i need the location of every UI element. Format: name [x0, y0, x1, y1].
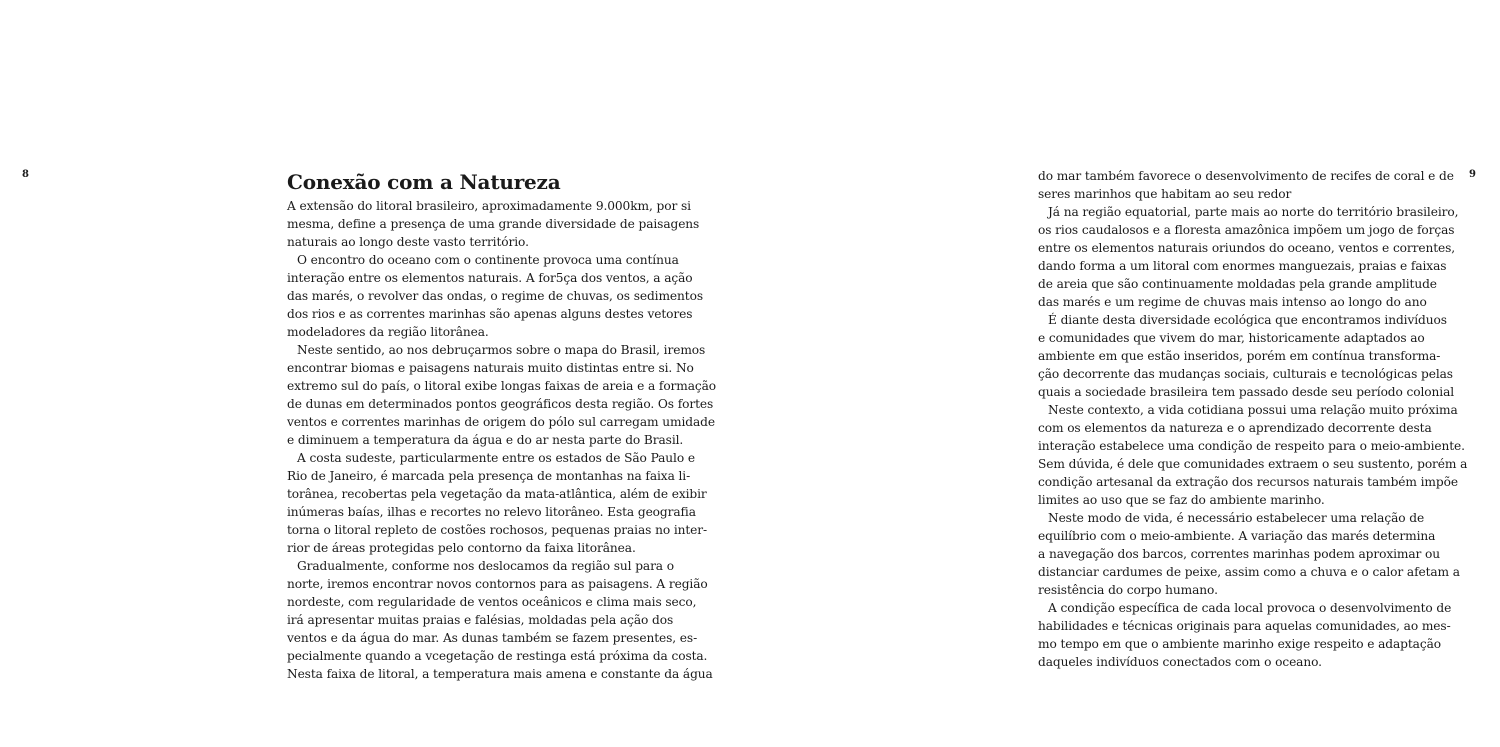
- text-line: O encontro do oceano com o continente provoca uma contínua: [297, 253, 679, 267]
- text-line: rior de áreas protegidas pelo contorno da faixa litorânea.: [287, 541, 636, 555]
- text-line: ventos e correntes marinhas de origem do pólo sul carregam umidade: [287, 415, 715, 429]
- text-line: ventos e da água do mar. As dunas também se fazem presentes, es-: [287, 631, 698, 645]
- right-page-column: [1038, 167, 1468, 671]
- text-line: ambiente em que estão inseridos, porém em contínua transforma-: [1038, 349, 1441, 363]
- text-line: encontrar biomas e paisagens naturais muito distintas entre si. No: [287, 361, 694, 375]
- paragraph: [1038, 167, 1454, 203]
- text-line: mo tempo em que o ambiente marinho exige respeito e adaptação: [1038, 637, 1441, 651]
- text-line: dos rios e as correntes marinhas são apenas alguns destes vetores: [287, 307, 693, 321]
- paragraph: [287, 557, 713, 683]
- text-line: naturais ao longo deste vasto território.: [287, 235, 529, 249]
- right-page-body: [1038, 167, 1468, 671]
- text-line: os rios caudalosos e a floresta amazônica impõem um jogo de forças: [1038, 223, 1455, 237]
- text-line: mesma, define a presença de uma grande diversidade de paisagens: [287, 217, 700, 231]
- page-number-left: 8: [22, 169, 29, 180]
- text-line: dando forma a um litoral com enormes manguezais, praias e faixas: [1038, 259, 1447, 273]
- text-line: seres marinhos que habitam ao seu redor: [1038, 187, 1292, 201]
- text-line: e diminuem a temperatura da água e do ar nesta parte do Brasil.: [287, 433, 684, 447]
- text-line: resistência do corpo humano.: [1038, 583, 1218, 597]
- text-line: Gradualmente, conforme nos deslocamos da região sul para o: [297, 559, 674, 573]
- text-line: nordeste, com regularidade de ventos oceânicos e clima mais seco,: [287, 595, 697, 609]
- text-line: limites ao uso que se faz do ambiente marinho.: [1038, 493, 1325, 507]
- text-line: de dunas em determinados pontos geográficos desta região. Os fortes: [287, 397, 714, 411]
- text-line: de areia que são continuamente moldadas pela grande amplitude: [1038, 277, 1437, 291]
- text-line: Neste contexto, a vida cotidiana possui uma relação muito próxima: [1048, 403, 1458, 417]
- text-line: inúmeras baías, ilhas e recortes no relevo litorâneo. Esta geografia: [287, 505, 696, 519]
- page-title: Conexão com a Natureza: [287, 170, 561, 194]
- text-line: pecialmente quando a vcegetação de restinga está próxima da costa.: [287, 649, 708, 663]
- text-line: com os elementos da natureza e o aprendizado decorrente desta: [1038, 421, 1432, 435]
- paragraph: [1038, 599, 1452, 671]
- paragraph: [287, 197, 700, 251]
- text-line: torânea, recobertas pela vegetação da mata-atlântica, além de exibir: [287, 487, 707, 501]
- text-line: daqueles indivíduos conectados com o oceano.: [1038, 655, 1322, 669]
- text-line: das marés e um regime de chuvas mais intenso ao longo do ano: [1038, 295, 1427, 309]
- text-line: A extensão do litoral brasileiro, aproximadamente 9.000km, por si: [287, 199, 691, 213]
- left-page-column: [287, 167, 717, 683]
- text-line: Neste modo de vida, é necessário estabelecer uma relação de: [1048, 511, 1425, 525]
- text-line: habilidades e técnicas originais para aquelas comunidades, ao mes-: [1038, 619, 1451, 633]
- text-line: Neste sentido, ao nos debruçarmos sobre o mapa do Brasil, iremos: [297, 343, 706, 357]
- text-line: do mar também favorece o desenvolvimento de recifes de coral e de: [1038, 169, 1454, 183]
- left-page-body: [287, 197, 717, 683]
- text-line: interação estabelece uma condição de respeito para o meio-ambiente.: [1038, 439, 1465, 453]
- text-line: Já na região equatorial, parte mais ao norte do território brasileiro,: [1048, 205, 1459, 219]
- text-line: entre os elementos naturais oriundos do oceano, ventos e correntes,: [1038, 241, 1456, 255]
- text-line: e comunidades que vivem do mar, historicamente adaptados ao: [1038, 331, 1425, 345]
- text-line: Nesta faixa de litoral, a temperatura mais amena e constante da água: [287, 667, 713, 681]
- paragraph: [287, 449, 708, 557]
- text-line: ção decorrente das mudanças sociais, culturais e tecnológicas pelas: [1038, 367, 1453, 381]
- text-line: extremo sul do país, o litoral exibe longas faixas de areia e a formação: [287, 379, 717, 393]
- text-line: condição artesanal da extração dos recursos naturais também impõe: [1038, 475, 1458, 489]
- text-line: a navegação dos barcos, correntes marinhas podem aproximar ou: [1038, 547, 1441, 561]
- text-line: É diante desta diversidade ecológica que encontramos indivíduos: [1048, 313, 1447, 327]
- text-line: norte, iremos encontrar novos contornos para as paisagens. A região: [287, 577, 708, 591]
- text-line: distanciar cardumes de peixe, assim como a chuva e o calor afetam a: [1038, 565, 1460, 579]
- text-line: equilíbrio com o meio-ambiente. A variação das marés determina: [1038, 529, 1436, 543]
- text-line: torna o litoral repleto de costões rochosos, pequenas praias no inter-: [287, 523, 708, 537]
- paragraph: [1038, 509, 1460, 599]
- text-line: A costa sudeste, particularmente entre os estados de São Paulo e: [297, 451, 695, 465]
- text-line: A condição específica de cada local provoca o desenvolvimento de: [1048, 601, 1452, 615]
- text-line: Rio de Janeiro, é marcada pela presença de montanhas na faixa li-: [287, 469, 691, 483]
- text-line: interação entre os elementos naturais. A for5ça dos ventos, a ação: [287, 271, 693, 285]
- paragraph: [287, 251, 703, 341]
- paragraph: [287, 341, 717, 449]
- text-line: das marés, o revolver das ondas, o regime de chuvas, os sedimentos: [287, 289, 703, 303]
- text-line: Sem dúvida, é dele que comunidades extraem o seu sustento, porém a: [1038, 457, 1468, 471]
- paragraph: [1038, 203, 1459, 311]
- page-number-right: 9: [1469, 169, 1476, 180]
- paragraph: [1038, 401, 1468, 509]
- paragraph: [1038, 311, 1455, 401]
- text-line: irá apresentar muitas praias e falésias, moldadas pela ação dos: [287, 613, 674, 627]
- text-line: quais a sociedade brasileira tem passado desde seu período colonial: [1038, 385, 1455, 399]
- text-line: modeladores da região litorânea.: [287, 325, 489, 339]
